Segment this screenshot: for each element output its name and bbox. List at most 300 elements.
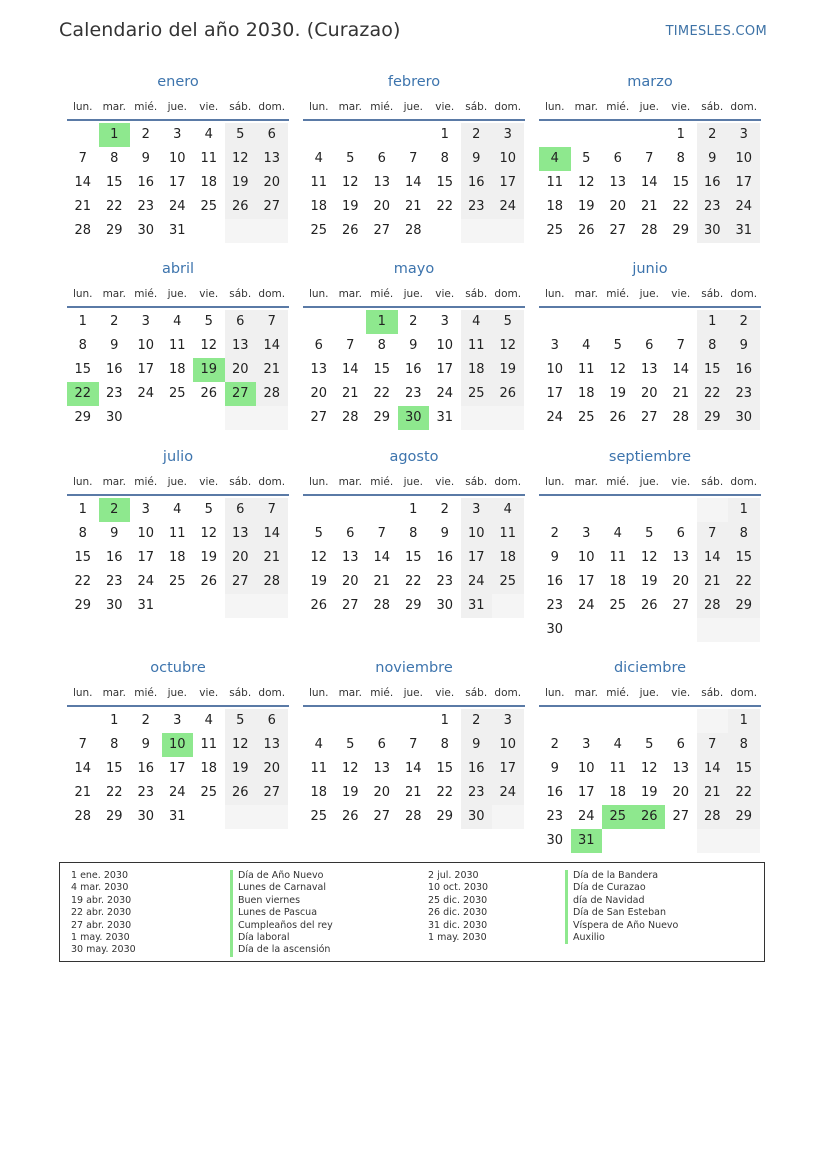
day-cell[interactable]: 5	[645, 737, 654, 752]
day-cell[interactable]: 4	[204, 713, 213, 728]
day-cell[interactable]: 20	[373, 199, 391, 214]
day-cell[interactable]: 27	[672, 809, 690, 824]
day-cell[interactable]: 8	[110, 151, 119, 166]
day-cell[interactable]: 29	[728, 594, 760, 618]
day-cell[interactable]: 16	[697, 171, 729, 195]
holiday-day-cell[interactable]: 31	[571, 829, 603, 853]
day-cell[interactable]: 14	[256, 522, 288, 546]
day-cell[interactable]: 10	[577, 761, 595, 776]
day-cell[interactable]: 5	[613, 338, 622, 353]
brand-link[interactable]: TIMESLES.COM	[665, 24, 767, 39]
day-cell[interactable]: 29	[105, 223, 123, 238]
holiday-day-cell[interactable]: 4	[539, 147, 571, 171]
day-cell[interactable]: 17	[461, 546, 493, 570]
day-cell[interactable]: 6	[256, 709, 288, 733]
day-cell[interactable]: 13	[672, 761, 690, 776]
day-cell[interactable]: 1	[440, 713, 449, 728]
day-cell[interactable]: 30	[461, 805, 493, 829]
day-cell[interactable]: 15	[105, 175, 123, 190]
day-cell[interactable]: 24	[436, 386, 454, 401]
day-cell[interactable]: 11	[310, 761, 328, 776]
day-cell[interactable]: 17	[168, 175, 186, 190]
day-cell[interactable]: 3	[173, 713, 182, 728]
day-cell[interactable]: 16	[105, 362, 123, 377]
day-cell[interactable]: 5	[346, 737, 355, 752]
day-cell[interactable]: 9	[550, 761, 559, 776]
day-cell[interactable]: 14	[404, 175, 422, 190]
day-cell[interactable]: 22	[436, 199, 454, 214]
day-cell[interactable]: 16	[137, 761, 155, 776]
day-cell[interactable]: 1	[440, 127, 449, 142]
day-cell[interactable]: 17	[577, 785, 595, 800]
day-cell[interactable]: 16	[461, 171, 493, 195]
day-cell[interactable]: 16	[546, 574, 564, 589]
day-cell[interactable]: 20	[256, 171, 288, 195]
day-cell[interactable]: 18	[577, 386, 595, 401]
day-cell[interactable]: 26	[341, 223, 359, 238]
day-cell[interactable]: 26	[609, 410, 627, 425]
day-cell[interactable]: 19	[609, 386, 627, 401]
day-cell[interactable]: 11	[168, 338, 186, 353]
day-cell[interactable]: 5	[346, 151, 355, 166]
day-cell[interactable]: 13	[225, 334, 257, 358]
day-cell[interactable]: 24	[546, 410, 564, 425]
day-cell[interactable]: 14	[74, 761, 92, 776]
day-cell[interactable]: 27	[373, 223, 391, 238]
day-cell[interactable]: 21	[74, 785, 92, 800]
day-cell[interactable]: 17	[546, 386, 564, 401]
day-cell[interactable]: 5	[645, 526, 654, 541]
day-cell[interactable]: 22	[105, 785, 123, 800]
day-cell[interactable]: 29	[373, 410, 391, 425]
day-cell[interactable]: 10	[137, 526, 155, 541]
day-cell[interactable]: 4	[314, 737, 323, 752]
day-cell[interactable]: 2	[141, 127, 150, 142]
day-cell[interactable]: 2	[440, 502, 449, 517]
day-cell[interactable]: 22	[672, 199, 690, 214]
day-cell[interactable]: 23	[546, 598, 564, 613]
day-cell[interactable]: 25	[310, 223, 328, 238]
day-cell[interactable]: 18	[461, 358, 493, 382]
day-cell[interactable]: 23	[728, 382, 760, 406]
day-cell[interactable]: 11	[200, 737, 218, 752]
day-cell[interactable]: 19	[341, 199, 359, 214]
day-cell[interactable]: 9	[697, 147, 729, 171]
day-cell[interactable]: 9	[110, 338, 119, 353]
day-cell[interactable]: 15	[74, 550, 92, 565]
day-cell[interactable]: 23	[404, 386, 422, 401]
day-cell[interactable]: 1	[78, 502, 87, 517]
day-cell[interactable]: 27	[256, 195, 288, 219]
day-cell[interactable]: 19	[341, 785, 359, 800]
day-cell[interactable]: 10	[728, 147, 760, 171]
day-cell[interactable]: 16	[436, 550, 454, 565]
day-cell[interactable]: 5	[225, 709, 257, 733]
day-cell[interactable]: 6	[377, 737, 386, 752]
day-cell[interactable]: 20	[672, 574, 690, 589]
day-cell[interactable]: 30	[728, 406, 760, 430]
holiday-day-cell[interactable]: 19	[193, 358, 225, 382]
day-cell[interactable]: 7	[78, 737, 87, 752]
day-cell[interactable]: 8	[440, 737, 449, 752]
day-cell[interactable]: 18	[609, 574, 627, 589]
day-cell[interactable]: 18	[546, 199, 564, 214]
day-cell[interactable]: 28	[341, 410, 359, 425]
day-cell[interactable]: 7	[256, 498, 288, 522]
day-cell[interactable]: 6	[314, 338, 323, 353]
day-cell[interactable]: 21	[697, 570, 729, 594]
day-cell[interactable]: 3	[141, 502, 150, 517]
day-cell[interactable]: 29	[436, 809, 454, 824]
day-cell[interactable]: 11	[168, 526, 186, 541]
day-cell[interactable]: 18	[168, 550, 186, 565]
day-cell[interactable]: 11	[546, 175, 564, 190]
day-cell[interactable]: 10	[546, 362, 564, 377]
day-cell[interactable]: 8	[409, 526, 418, 541]
day-cell[interactable]: 2	[141, 713, 150, 728]
day-cell[interactable]: 4	[613, 526, 622, 541]
day-cell[interactable]: 12	[577, 175, 595, 190]
day-cell[interactable]: 1	[78, 314, 87, 329]
day-cell[interactable]: 5	[492, 310, 524, 334]
day-cell[interactable]: 3	[582, 526, 591, 541]
holiday-day-cell[interactable]: 2	[99, 498, 131, 522]
day-cell[interactable]: 28	[404, 809, 422, 824]
day-cell[interactable]: 8	[697, 334, 729, 358]
day-cell[interactable]: 2	[461, 123, 493, 147]
day-cell[interactable]: 8	[728, 522, 760, 546]
day-cell[interactable]: 6	[377, 151, 386, 166]
day-cell[interactable]: 9	[728, 334, 760, 358]
day-cell[interactable]: 30	[137, 809, 155, 824]
day-cell[interactable]: 29	[697, 406, 729, 430]
day-cell[interactable]: 31	[168, 223, 186, 238]
day-cell[interactable]: 21	[404, 785, 422, 800]
day-cell[interactable]: 3	[550, 338, 559, 353]
day-cell[interactable]: 12	[225, 733, 257, 757]
day-cell[interactable]: 24	[137, 386, 155, 401]
day-cell[interactable]: 6	[225, 310, 257, 334]
day-cell[interactable]: 31	[728, 219, 760, 243]
day-cell[interactable]: 3	[582, 737, 591, 752]
day-cell[interactable]: 21	[640, 199, 658, 214]
day-cell[interactable]: 5	[204, 502, 213, 517]
day-cell[interactable]: 13	[310, 362, 328, 377]
day-cell[interactable]: 13	[225, 522, 257, 546]
day-cell[interactable]: 2	[550, 737, 559, 752]
day-cell[interactable]: 16	[728, 358, 760, 382]
day-cell[interactable]: 24	[168, 199, 186, 214]
day-cell[interactable]: 15	[404, 550, 422, 565]
day-cell[interactable]: 12	[609, 362, 627, 377]
day-cell[interactable]: 21	[404, 199, 422, 214]
day-cell[interactable]: 11	[577, 362, 595, 377]
day-cell[interactable]: 17	[436, 362, 454, 377]
day-cell[interactable]: 29	[404, 598, 422, 613]
day-cell[interactable]: 17	[728, 171, 760, 195]
day-cell[interactable]: 8	[676, 151, 685, 166]
day-cell[interactable]: 19	[640, 785, 658, 800]
day-cell[interactable]: 11	[609, 550, 627, 565]
day-cell[interactable]: 8	[78, 338, 87, 353]
day-cell[interactable]: 20	[341, 574, 359, 589]
day-cell[interactable]: 14	[256, 334, 288, 358]
day-cell[interactable]: 6	[225, 498, 257, 522]
day-cell[interactable]: 26	[341, 809, 359, 824]
day-cell[interactable]: 23	[697, 195, 729, 219]
day-cell[interactable]: 24	[577, 809, 595, 824]
day-cell[interactable]: 4	[204, 127, 213, 142]
day-cell[interactable]: 3	[440, 314, 449, 329]
day-cell[interactable]: 28	[697, 805, 729, 829]
day-cell[interactable]: 22	[728, 781, 760, 805]
day-cell[interactable]: 23	[137, 199, 155, 214]
day-cell[interactable]: 21	[256, 546, 288, 570]
day-cell[interactable]: 18	[310, 785, 328, 800]
day-cell[interactable]: 12	[341, 175, 359, 190]
day-cell[interactable]: 12	[225, 147, 257, 171]
day-cell[interactable]: 24	[577, 598, 595, 613]
day-cell[interactable]: 25	[461, 382, 493, 406]
day-cell[interactable]: 4	[173, 314, 182, 329]
day-cell[interactable]: 16	[404, 362, 422, 377]
day-cell[interactable]: 9	[461, 733, 493, 757]
day-cell[interactable]: 24	[492, 195, 524, 219]
day-cell[interactable]: 15	[436, 175, 454, 190]
day-cell[interactable]: 20	[640, 386, 658, 401]
day-cell[interactable]: 4	[582, 338, 591, 353]
day-cell[interactable]: 9	[550, 550, 559, 565]
day-cell[interactable]: 13	[609, 175, 627, 190]
day-cell[interactable]: 8	[78, 526, 87, 541]
day-cell[interactable]: 4	[173, 502, 182, 517]
holiday-day-cell[interactable]: 25	[602, 805, 634, 829]
day-cell[interactable]: 7	[697, 522, 729, 546]
day-cell[interactable]: 20	[256, 757, 288, 781]
holiday-day-cell[interactable]: 1	[366, 310, 398, 334]
day-cell[interactable]: 5	[225, 123, 257, 147]
day-cell[interactable]: 26	[577, 223, 595, 238]
day-cell[interactable]: 25	[546, 223, 564, 238]
day-cell[interactable]: 16	[461, 757, 493, 781]
day-cell[interactable]: 9	[461, 147, 493, 171]
day-cell[interactable]: 12	[640, 761, 658, 776]
day-cell[interactable]: 12	[200, 526, 218, 541]
day-cell[interactable]: 9	[141, 737, 150, 752]
day-cell[interactable]: 30	[105, 410, 123, 425]
day-cell[interactable]: 5	[582, 151, 591, 166]
day-cell[interactable]: 9	[110, 526, 119, 541]
day-cell[interactable]: 11	[461, 334, 493, 358]
day-cell[interactable]: 15	[436, 761, 454, 776]
day-cell[interactable]: 9	[141, 151, 150, 166]
day-cell[interactable]: 1	[697, 310, 729, 334]
day-cell[interactable]: 1	[728, 709, 760, 733]
day-cell[interactable]: 13	[256, 147, 288, 171]
day-cell[interactable]: 8	[110, 737, 119, 752]
day-cell[interactable]: 27	[225, 570, 257, 594]
day-cell[interactable]: 13	[672, 550, 690, 565]
day-cell[interactable]: 16	[137, 175, 155, 190]
day-cell[interactable]: 29	[74, 410, 92, 425]
day-cell[interactable]: 24	[137, 574, 155, 589]
day-cell[interactable]: 1	[676, 127, 685, 142]
day-cell[interactable]: 27	[310, 410, 328, 425]
day-cell[interactable]: 13	[640, 362, 658, 377]
day-cell[interactable]: 5	[314, 526, 323, 541]
day-cell[interactable]: 22	[728, 570, 760, 594]
day-cell[interactable]: 21	[373, 574, 391, 589]
day-cell[interactable]: 8	[728, 733, 760, 757]
day-cell[interactable]: 27	[640, 410, 658, 425]
day-cell[interactable]: 11	[609, 761, 627, 776]
day-cell[interactable]: 25	[310, 809, 328, 824]
day-cell[interactable]: 3	[173, 127, 182, 142]
day-cell[interactable]: 21	[672, 386, 690, 401]
day-cell[interactable]: 10	[492, 733, 524, 757]
holiday-day-cell[interactable]: 30	[398, 406, 430, 430]
day-cell[interactable]: 19	[225, 757, 257, 781]
day-cell[interactable]: 23	[461, 781, 493, 805]
day-cell[interactable]: 29	[105, 809, 123, 824]
day-cell[interactable]: 31	[461, 594, 493, 618]
day-cell[interactable]: 7	[676, 338, 685, 353]
day-cell[interactable]: 25	[200, 199, 218, 214]
day-cell[interactable]: 7	[78, 151, 87, 166]
day-cell[interactable]: 16	[546, 785, 564, 800]
day-cell[interactable]: 7	[409, 737, 418, 752]
day-cell[interactable]: 13	[256, 733, 288, 757]
day-cell[interactable]: 19	[640, 574, 658, 589]
day-cell[interactable]: 15	[74, 362, 92, 377]
day-cell[interactable]: 6	[676, 737, 685, 752]
day-cell[interactable]: 27	[609, 223, 627, 238]
day-cell[interactable]: 18	[200, 175, 218, 190]
day-cell[interactable]: 30	[697, 219, 729, 243]
day-cell[interactable]: 18	[200, 761, 218, 776]
day-cell[interactable]: 23	[436, 574, 454, 589]
day-cell[interactable]: 23	[105, 574, 123, 589]
day-cell[interactable]: 20	[609, 199, 627, 214]
day-cell[interactable]: 26	[492, 382, 524, 406]
day-cell[interactable]: 24	[728, 195, 760, 219]
day-cell[interactable]: 7	[645, 151, 654, 166]
day-cell[interactable]: 23	[546, 809, 564, 824]
day-cell[interactable]: 14	[341, 362, 359, 377]
day-cell[interactable]: 10	[577, 550, 595, 565]
day-cell[interactable]: 23	[105, 386, 123, 401]
day-cell[interactable]: 14	[74, 175, 92, 190]
day-cell[interactable]: 29	[728, 805, 760, 829]
day-cell[interactable]: 28	[697, 594, 729, 618]
day-cell[interactable]: 26	[225, 781, 257, 805]
day-cell[interactable]: 20	[672, 785, 690, 800]
day-cell[interactable]: 25	[168, 386, 186, 401]
day-cell[interactable]: 19	[310, 574, 328, 589]
day-cell[interactable]: 29	[74, 598, 92, 613]
day-cell[interactable]: 14	[672, 362, 690, 377]
day-cell[interactable]: 25	[577, 410, 595, 425]
day-cell[interactable]: 1	[409, 502, 418, 517]
day-cell[interactable]: 9	[409, 338, 418, 353]
holiday-day-cell[interactable]: 1	[99, 123, 131, 147]
day-cell[interactable]: 2	[728, 310, 760, 334]
day-cell[interactable]: 3	[492, 123, 524, 147]
day-cell[interactable]: 30	[546, 833, 564, 848]
day-cell[interactable]: 28	[404, 223, 422, 238]
day-cell[interactable]: 14	[404, 761, 422, 776]
day-cell[interactable]: 15	[672, 175, 690, 190]
day-cell[interactable]: 12	[310, 550, 328, 565]
day-cell[interactable]: 26	[640, 598, 658, 613]
day-cell[interactable]: 12	[341, 761, 359, 776]
day-cell[interactable]: 26	[225, 195, 257, 219]
day-cell[interactable]: 14	[697, 546, 729, 570]
day-cell[interactable]: 19	[492, 358, 524, 382]
day-cell[interactable]: 8	[440, 151, 449, 166]
day-cell[interactable]: 8	[377, 338, 386, 353]
holiday-day-cell[interactable]: 22	[67, 382, 99, 406]
day-cell[interactable]: 24	[461, 570, 493, 594]
day-cell[interactable]: 20	[225, 358, 257, 382]
day-cell[interactable]: 22	[404, 574, 422, 589]
day-cell[interactable]: 17	[168, 761, 186, 776]
day-cell[interactable]: 15	[105, 761, 123, 776]
day-cell[interactable]: 28	[256, 382, 288, 406]
day-cell[interactable]: 26	[200, 574, 218, 589]
day-cell[interactable]: 7	[697, 733, 729, 757]
day-cell[interactable]: 25	[200, 785, 218, 800]
day-cell[interactable]: 31	[137, 598, 155, 613]
day-cell[interactable]: 27	[341, 598, 359, 613]
day-cell[interactable]: 22	[74, 574, 92, 589]
day-cell[interactable]: 17	[137, 550, 155, 565]
day-cell[interactable]: 3	[461, 498, 493, 522]
day-cell[interactable]: 1	[110, 713, 119, 728]
day-cell[interactable]: 4	[613, 737, 622, 752]
day-cell[interactable]: 17	[577, 574, 595, 589]
day-cell[interactable]: 4	[314, 151, 323, 166]
day-cell[interactable]: 4	[461, 310, 493, 334]
day-cell[interactable]: 3	[728, 123, 760, 147]
day-cell[interactable]: 17	[492, 757, 524, 781]
day-cell[interactable]: 10	[461, 522, 493, 546]
day-cell[interactable]: 2	[461, 709, 493, 733]
day-cell[interactable]: 6	[645, 338, 654, 353]
day-cell[interactable]: 18	[492, 546, 524, 570]
day-cell[interactable]: 13	[373, 761, 391, 776]
day-cell[interactable]: 23	[461, 195, 493, 219]
day-cell[interactable]: 30	[436, 598, 454, 613]
day-cell[interactable]: 10	[436, 338, 454, 353]
day-cell[interactable]: 17	[137, 362, 155, 377]
day-cell[interactable]: 14	[697, 757, 729, 781]
day-cell[interactable]: 7	[346, 338, 355, 353]
day-cell[interactable]: 28	[373, 598, 391, 613]
day-cell[interactable]: 6	[676, 526, 685, 541]
day-cell[interactable]: 3	[141, 314, 150, 329]
day-cell[interactable]: 15	[728, 757, 760, 781]
day-cell[interactable]: 2	[550, 526, 559, 541]
day-cell[interactable]: 18	[310, 199, 328, 214]
day-cell[interactable]: 5	[204, 314, 213, 329]
day-cell[interactable]: 10	[137, 338, 155, 353]
day-cell[interactable]: 22	[697, 382, 729, 406]
day-cell[interactable]: 2	[409, 314, 418, 329]
day-cell[interactable]: 7	[377, 526, 386, 541]
day-cell[interactable]: 3	[492, 709, 524, 733]
day-cell[interactable]: 10	[168, 151, 186, 166]
